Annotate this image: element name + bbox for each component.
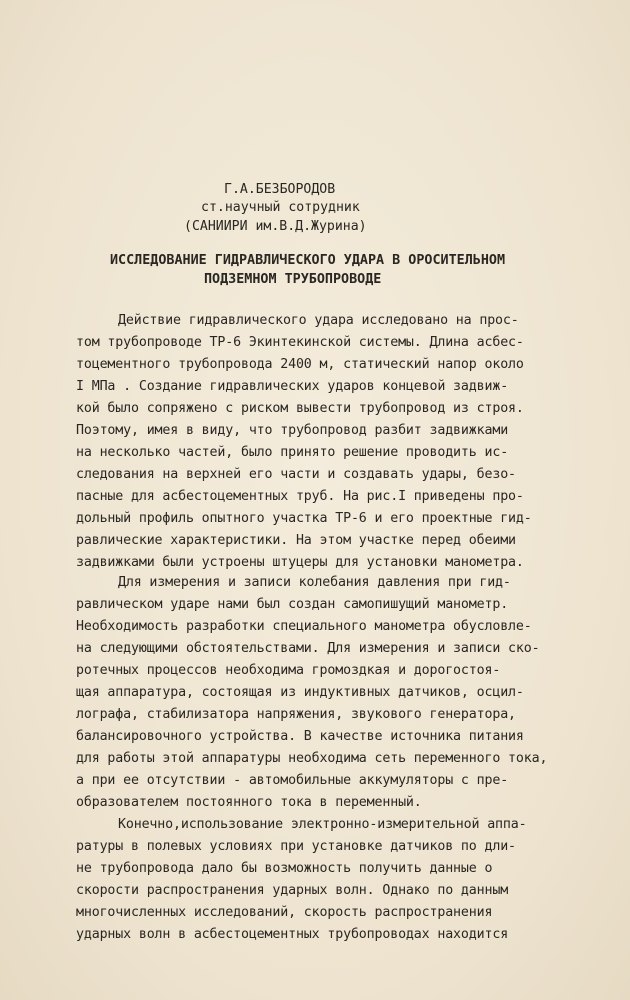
body-line: на несколько частей, было принято решение проводить ис-	[76, 445, 509, 460]
body-line: I МПа . Создание гидравлических ударов концевой задвиж-	[76, 379, 509, 394]
body-line: а при ее отсутствии - автомобильные аккумуляторы с пре-	[76, 773, 509, 788]
body-line: кой было сопряжено с риском вывести трубопровод из строя.	[76, 401, 524, 416]
body-line: образователем постоянного тока в переменный.	[76, 795, 422, 810]
body-line: дольный профиль опытного участка ТР-6 и его проектные гид-	[76, 511, 532, 526]
body-line: ротечных процессов необходима громоздкая и дорогостоя-	[76, 663, 501, 678]
body-line: на следующими обстоятельствами. Для измерения и записи ско-	[76, 641, 540, 656]
body-line: не трубопровода дало бы возможность получить данные о	[76, 861, 493, 876]
title-line-2: ПОДЗЕМНОМ ТРУБОПРОВОДЕ	[204, 272, 382, 287]
body-line: тоцементного трубопровода 2400 м, статический напор около	[76, 357, 524, 372]
author-institution: (САНИИРИ им.В.Д.Журина)	[184, 219, 367, 234]
body-line: Для измерения и записи колебания давления при гид-	[118, 575, 511, 590]
body-line: щая аппаратура, состоящая из индуктивных датчиков, осцил-	[76, 685, 524, 700]
body-line: многочисленных исследований, скорость распространения	[76, 905, 493, 920]
author-name: Г.А.БЕЗБОРОДОВ	[224, 182, 336, 197]
body-line: балансировочного устройства. В качестве источника питания	[76, 729, 524, 744]
body-line: задвижками были устроены штуцеры для установки манометра.	[76, 555, 524, 570]
body-line: равлические характеристики. На этом участке перед обеими	[76, 533, 516, 548]
body-line: скорости распространения ударных волн. Однако по данным	[76, 883, 509, 898]
author-position: ст.научный сотрудник	[201, 200, 360, 215]
body-line: Поэтому, имея в виду, что трубопровод разбит задвижками	[76, 423, 509, 438]
body-line: ударных волн в асбестоцементных трубопроводах находится	[76, 927, 509, 942]
body-line: том трубопроводе ТР-6 Экинтекинской системы. Длина асбес-	[76, 335, 524, 350]
body-line: Действие гидравлического удара исследовано на прос-	[118, 313, 519, 328]
body-line: Необходимость разработки специального манометра обусловле-	[76, 619, 532, 634]
body-line: лографа, стабилизатора напряжения, звукового генератора,	[76, 707, 516, 722]
body-line: следования на верхней его части и создавать удары, безо-	[76, 467, 516, 482]
body-line: пасные для асбестоцементных труб. На рис.I приведены про-	[76, 489, 524, 504]
body-line: для работы этой аппаратуры необходима сеть переменного тока,	[76, 751, 548, 766]
body-line: Конечно,использование электронно-измерительной аппа-	[118, 817, 527, 832]
title-line-1: ИССЛЕДОВАНИЕ ГИДРАВЛИЧЕСКОГО УДАРА В ОРОСИТЕЛЬНОМ	[110, 253, 506, 268]
body-line: ратуры в полевых условиях при установке датчиков по дли-	[76, 839, 516, 854]
body-line: равлическом ударе нами был создан самопишущий манометр.	[76, 597, 509, 612]
